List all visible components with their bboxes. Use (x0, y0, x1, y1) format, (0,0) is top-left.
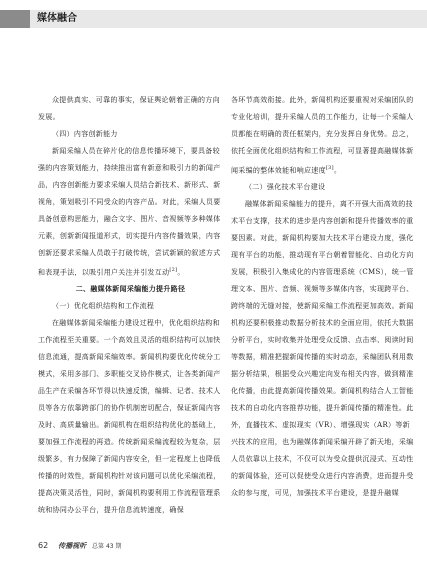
punctuation: 。 (177, 268, 185, 277)
page-number: 62 (38, 541, 49, 550)
subheading: （一）优化组织结构和工作流程 (52, 302, 155, 311)
paragraph-text: 各环节高效衔接。此外，新闻机构还要重视对采编团队的专业化培训，提升采编人员的工作能力，让每一个采编人员都能在明确的责任框架内，充分发挥自身优势。总之，依托全面优化组织结构和工作流程，可显著提高融媒体新闻采编的整体效能和响应速度 (231, 96, 414, 175)
subheading: （四）内容创新能力 (52, 130, 118, 138)
paragraph: 在融媒体新闻采编能力建设过程中，优化组织结构和工作流程至关重要。一个高效且灵活的组织结构可以加快信息流通，提高新闻采编效率。新闻机构要优化传统分工模式，采用多部门、多职能交叉协作模式，让各类新闻产品生产在采编各环节得以快速反馈，编辑、记者、技术人员等各方依靠跨部门的协作机制密切配合，保证新闻内容及时、高质量输出。新闻机构在组织结构优化的基础上，要加强工作流程的再造。传统新闻采编流程较为复杂，层级繁多，有力保障了新闻内容安全，但一定程度上也降低传播的时效性，新闻机构针对该问题可以优化采编流程，提高决策灵活性，同时，新闻机构要利用工作流程管理系统和协同办公平台，提升信息流转速度，确保 (38, 319, 221, 515)
paragraph-text: 新闻采编人员在碎片化的信息传播环境下，要具备较强的内容策划能力，持续推出富有新意和吸引力的新闻产品，内容创新能力要求采编人员结合新技术、新形式、新视角，策划吸引不同受众的内容产品。对此，采编人员要具备创意构思能力，融合文字、图片、音视频等多种媒体元素，创新新闻报道形式，切实提升内容传播效果，内容创新还要求采编人员敢于打破传统，尝试新颖的叙述方式和表现手法，以吸引用户关注并引发互动 (38, 147, 221, 277)
journal-name: 传播视听 (58, 542, 87, 550)
paragraph (231, 92, 416, 179)
left-column (38, 92, 223, 519)
page-header (0, 0, 427, 40)
header-marker (0, 10, 30, 28)
paragraph: 融媒体新闻采编能力的提升，离不开强大而高效的技术平台支撑，技术的进步是内容创新和提升传播效率的重要因素。对此，新闻机构要加大技术平台建设力度，强化现有平台的功能，推动现有平台朝着智能化、自动化方向发展，积极引入集成化的内容管理系统（CMS），统一管理文本、图片、音频、视频等多媒体内容，实现跨平台、跨终端的无缝对接，使新闻采编工作流程更加高效。新闻机构还要积极推动数据分析技术的全面应用，依托大数据分析平台，实时收集并处理受众反馈、点击率、阅读时间等数据，精准把握新闻传播的实时动态，采编团队利用数据分析结果，根据受众兴趣定向发布相关内容，做到精准化传播，由此提高新闻传播效果。新闻机构结合人工智能技术的自动化内容推荐功能，提升新闻传播的精准性。此外，直播技术、虚拟现实（VR）、增强现实（AR）等新兴技术的应用，也为融媒体新闻采编开辟了新天地，采编人员依靠以上技术，不仅可以为受众提供沉浸式、互动性的新闻体验，还可以促使受众进行内容消费，进而提升受众的参与度，可见，加强技术平台建设，是提升融媒 (231, 200, 414, 498)
subheading: （二）强化技术平台建设 (245, 183, 326, 192)
paragraph (38, 143, 223, 281)
issue-number: 总第 43 期 (92, 543, 122, 550)
page-footer (38, 541, 121, 553)
paragraph: 众提供真实、可靠的事实，保证舆论朝着正确的方向发展。 (38, 96, 220, 121)
reference-mark: [2] (169, 267, 178, 273)
right-column (231, 92, 416, 502)
section-heading: 二、融媒体新闻采编能力提升路径 (75, 285, 186, 294)
reference-mark: [3] (325, 165, 334, 171)
section-title: 媒体融合 (37, 13, 77, 24)
punctuation: 。 (333, 166, 342, 175)
